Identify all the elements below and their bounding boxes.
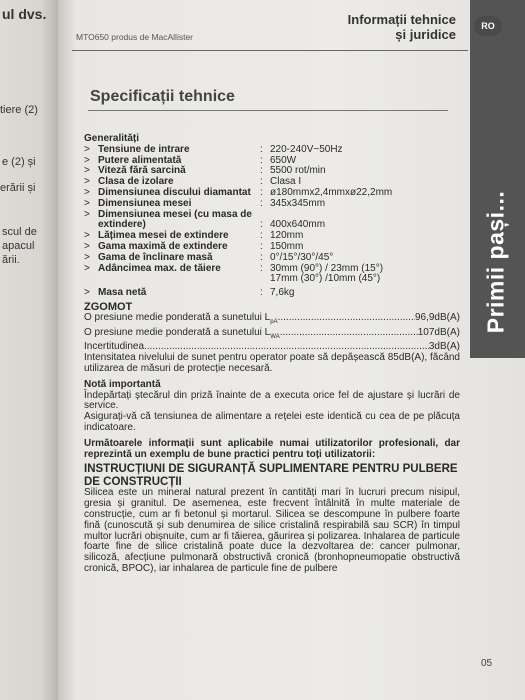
bullet-arrow-icon: > xyxy=(84,154,90,166)
spec-row: > Tensiune de intrare : 220-240V~50Hz xyxy=(84,145,460,156)
noise-heading: ZGOMOT xyxy=(84,300,133,313)
spec-value: 7,6kg xyxy=(270,287,295,299)
spec-label: Dimensiunea discului diamantat xyxy=(98,186,251,198)
spec-row: > Dimensiunea mesei : 345x345mm xyxy=(84,199,460,210)
product-label: MTO650 produs de MacAllister xyxy=(76,32,194,42)
spec-list xyxy=(84,145,460,299)
spec-label: Lățimea mesei de extindere xyxy=(98,230,229,242)
section-title-line2: și juridice xyxy=(395,27,456,42)
spec-label: Putere alimentată xyxy=(98,154,182,166)
previous-page-fragment: erării și xyxy=(0,182,36,194)
spec-label: Gama maximă de extindere xyxy=(98,240,228,252)
important-heading: Notă importantă xyxy=(84,378,161,390)
noise-value: 96,9dB(A) xyxy=(414,311,460,323)
noise-subscript: WA xyxy=(270,333,280,340)
previous-page-fragment: ul dvs. xyxy=(2,6,47,22)
spec-row: > Gama maximă de extindere : 150mm xyxy=(84,242,460,253)
manual-page xyxy=(58,0,525,700)
spec-row: > Gama de înclinare masă : 0°/15°/30°/45° xyxy=(84,253,460,264)
spec-label: Gama de înclinare masă xyxy=(98,251,213,263)
bullet-arrow-icon: > xyxy=(84,230,90,242)
bullet-arrow-icon: > xyxy=(84,251,90,263)
noise-value: 3dB(A) xyxy=(428,341,460,353)
important-paragraph: Îndepărtați ștecărul din priză înainte de a executa orice fel de ajustare și lucrări de service. xyxy=(84,389,460,412)
spec-label: Viteză fără sarcină xyxy=(98,165,186,177)
spec-label: Dimensiunea mesei (cu masa de extindere) xyxy=(98,208,252,231)
spec-row: > Clasa de izolare : Clasa I xyxy=(84,177,460,188)
spec-value: Clasa I xyxy=(270,176,302,188)
noise-label: Incertitudinea xyxy=(84,341,145,353)
safety-heading: INSTRUCȚIUNI DE SIGURANȚĂ SUPLIMENTARE PENTRU PULBERE DE CONSTRUCȚII xyxy=(84,463,458,488)
spec-row: > Adâncimea max. de tăiere : 30mm (90°) / 23mm (15°) 17mm (30°) /10mm (45°) xyxy=(84,264,460,286)
spec-value: 220-240V~50Hz xyxy=(270,143,343,155)
spec-value: 5500 rot/min xyxy=(270,165,326,177)
noise-label: O presiune medie ponderată a sunetului L xyxy=(84,326,271,338)
spec-row: > Dimensiunea discului diamantat : ø180mmx2,4mmxø22,2mm xyxy=(84,188,460,199)
general-heading: Generalități xyxy=(84,133,140,144)
spec-value: 345x345mm xyxy=(270,197,326,209)
spec-value xyxy=(270,264,460,286)
safety-paragraph: Silicea este un mineral natural prezent în cantități mari în lucruri precum nisipul, gresia și granitul. De asemenea, este frecvent întâlnită în multe materiale de construcție, cum ar fi betonul și mortarul. Silicea se descompune în pulbere foarte fină (cunoscută și sub denumirea de silice cristalină respirabilă sau SCR) în timpul multor lucrări obișnuite, cum ar fi tăierea, găurirea și polizarea. Inhalarea de particule foarte fine de silice cristalină poate duce la dezvoltarea de: cancer pulmonar, silicoză, afecțiune pulmonară obstructivă cronică (bronhopneumopatie obstructivă cronică, BPOC), iar inhalarea de particule fine de pulbere xyxy=(84,487,460,574)
spec-row: > Masa netă : 7,6kg xyxy=(84,288,460,299)
spec-label: Clasa de izolare xyxy=(98,176,174,188)
spec-title: Specificații tehnice xyxy=(90,88,235,105)
professional-note: Următoarele informații sunt aplicabile numai utilizatorilor profesionali, dar reprezintă un exemplu de bune practici pentru toți utilizatorii: xyxy=(84,437,460,460)
spec-label: Tensiune de intrare xyxy=(98,143,190,155)
noise-note: Intensitatea nivelului de sunet pentru operator poate să depășească 85dB(A), făcând utilizarea de măsuri de protecție necesară. xyxy=(84,352,460,374)
bullet-arrow-icon: > xyxy=(84,262,90,274)
spec-content xyxy=(84,134,460,575)
bullet-arrow-icon: > xyxy=(84,197,90,209)
spec-label: Masa netă xyxy=(98,287,147,299)
important-paragraph: Asigurați-vă că tensiunea de alimentare a rețelei este identică cu cea de pe plăcuța indicatoare. xyxy=(84,411,460,433)
spec-title-divider xyxy=(88,110,448,111)
spec-value: 400x640mm xyxy=(270,219,326,231)
noise-row xyxy=(84,328,460,343)
noise-label: O presiune medie ponderată a sunetului L xyxy=(84,311,271,323)
spec-value: 650W xyxy=(270,154,297,166)
spec-row: > Lățimea mesei de extindere : 120mm xyxy=(84,231,460,242)
spec-row: > Viteză fără sarcină : 5500 rot/min xyxy=(84,166,460,177)
spec-value: 150mm xyxy=(270,240,304,252)
previous-page-fragment: tiere (2) xyxy=(0,104,38,116)
spec-label: Adâncimea max. de tăiere xyxy=(98,262,221,274)
section-title-line1: Informații tehnice xyxy=(347,12,456,27)
bullet-arrow-icon: > xyxy=(84,143,90,155)
bullet-arrow-icon: > xyxy=(84,240,90,252)
bullet-arrow-icon: > xyxy=(84,186,90,198)
previous-page-fragment: apacul xyxy=(2,240,35,252)
spec-value-line: 17mm (30°) /10mm (45°) xyxy=(270,273,381,285)
noise-row xyxy=(84,313,460,328)
spec-value: ø180mmx2,4mmxø22,2mm xyxy=(270,186,393,198)
page-number: 05 xyxy=(481,658,493,669)
language-badge: RO xyxy=(474,16,502,36)
spec-value: 0°/15°/30°/45° xyxy=(270,251,334,263)
bullet-arrow-icon: > xyxy=(84,208,90,220)
bullet-arrow-icon: > xyxy=(84,165,90,177)
side-tab-label: Primii pași... xyxy=(482,190,509,334)
header-divider xyxy=(72,50,468,51)
previous-page-fragment: e (2) și xyxy=(2,156,36,168)
bullet-arrow-icon: > xyxy=(84,176,90,188)
previous-page-fragment: ării. xyxy=(2,254,20,266)
spec-value: 120mm xyxy=(270,230,304,242)
section-title xyxy=(344,12,456,42)
noise-value: 107dB(A) xyxy=(417,326,460,338)
spec-row: > Putere alimentată : 650W xyxy=(84,156,460,167)
bullet-arrow-icon: > xyxy=(84,287,90,299)
previous-page-fragment: scul de xyxy=(2,226,37,238)
previous-page xyxy=(0,0,58,700)
noise-subscript: pA xyxy=(270,318,278,325)
spec-value-line: 30mm (90°) / 23mm (15°) xyxy=(270,262,384,274)
spec-row: > Dimensiunea mesei (cu masa de extindere) : 400x640mm xyxy=(84,210,460,232)
spec-label: Dimensiunea mesei xyxy=(98,197,192,209)
